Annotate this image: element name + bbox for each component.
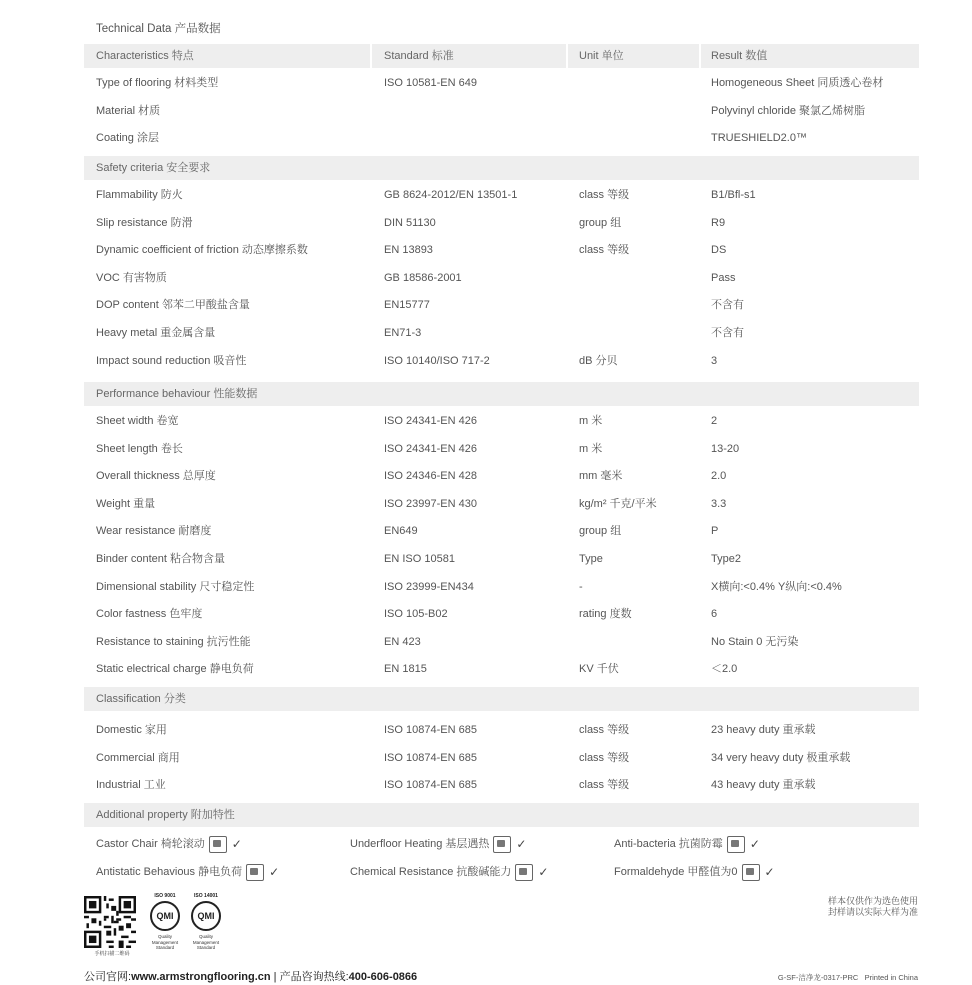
table-header (84, 44, 919, 68)
iso-9001-badge (145, 893, 185, 951)
additional-property-item (350, 835, 526, 853)
row-unit: group 组 (579, 217, 622, 229)
website-link[interactable]: www.armstrongflooring.cn (131, 971, 271, 983)
row-unit: class 等级 (579, 779, 630, 791)
additional-property-label: Underfloor Heating 基层遇热 (350, 838, 490, 850)
iso-number: ISO 14001 (194, 893, 218, 899)
formaldehyde-icon (742, 864, 760, 881)
header-divider (370, 44, 372, 68)
row-result: TRUESHIELD2.0™ (711, 132, 807, 144)
row-standard: GB 8624-2012/EN 13501-1 (384, 189, 518, 201)
additional-property-item (350, 863, 548, 881)
row-result: 3.3 (711, 498, 727, 510)
row-unit: mm 毫米 (579, 470, 623, 482)
row-result: 6 (711, 608, 718, 620)
row-result: 23 heavy duty 重承载 (711, 724, 816, 736)
sample-note-line: 封样请以实际大样为准 (827, 907, 918, 917)
row-characteristic: DOP content 邻苯二甲酸盐含量 (96, 299, 250, 311)
row-characteristic: Material 材质 (96, 105, 161, 117)
footer-contact (84, 968, 417, 984)
section-heading-safety (84, 156, 919, 180)
qr-code (84, 896, 136, 948)
table-row (84, 464, 919, 488)
row-characteristic: Dimensional stability 尺寸稳定性 (96, 581, 255, 593)
row-unit: group 组 (579, 525, 622, 537)
row-characteristic: Commercial 商用 (96, 752, 180, 764)
castor-chair-icon (209, 836, 227, 853)
additional-property-item (96, 863, 279, 881)
row-standard: ISO 10874-EN 685 (384, 752, 477, 764)
row-unit: class 等级 (579, 752, 630, 764)
row-unit: Type (579, 553, 603, 565)
header-standard: Standard 标准 (384, 50, 454, 62)
check-icon: ✓ (516, 837, 527, 852)
row-result: Pass (711, 272, 736, 284)
row-unit: class 等级 (579, 244, 630, 256)
iso-caption-line: Quality (198, 934, 213, 939)
row-result: 2 (711, 415, 718, 427)
row-result: DS (711, 244, 727, 256)
qmi-logo-icon (191, 901, 221, 931)
additional-property-label: Castor Chair 椅轮滚动 (96, 838, 205, 850)
row-standard: ISO 105-B02 (384, 608, 448, 620)
row-characteristic: Industrial 工业 (96, 779, 166, 791)
row-unit: rating 度数 (579, 608, 632, 620)
table-row (84, 437, 919, 461)
iso-caption-line: Standard (155, 945, 175, 950)
additional-property-item (614, 863, 775, 881)
document-code: G-SF-洁净龙-0317-PRC (777, 973, 859, 982)
table-row (84, 238, 919, 262)
row-characteristic: Sheet length 卷长 (96, 443, 183, 455)
header-result: Result 数值 (711, 50, 768, 62)
row-characteristic: Color fastness 色牢度 (96, 608, 203, 620)
printed-in: Printed in China (864, 973, 918, 982)
iso-number: ISO 9001 (154, 893, 176, 899)
additional-property-label: Antistatic Behavious 静电负荷 (96, 866, 243, 878)
additional-property-label: Formaldehyde 甲醛值为0 (614, 866, 738, 878)
chemical-resistance-icon (515, 864, 533, 881)
row-result: 43 heavy duty 重承载 (711, 779, 816, 791)
qmi-logo-icon (150, 901, 180, 931)
table-row (84, 126, 919, 150)
additional-property-item (96, 835, 242, 853)
hotline-label: | 产品咨询热线: (273, 971, 349, 983)
qr-caption: 手机扫描二维码 (94, 951, 130, 957)
table-row (84, 575, 919, 599)
iso-caption-line: Management (151, 939, 179, 945)
row-result: 13-20 (711, 443, 740, 455)
row-standard: ISO 10874-EN 685 (384, 779, 477, 791)
row-result: 34 very heavy duty 极重承载 (711, 752, 851, 764)
header-divider (566, 44, 568, 68)
row-standard: EN 423 (384, 636, 421, 648)
section-heading-label: Additional property 附加特性 (96, 809, 235, 821)
row-unit: - (579, 581, 583, 593)
antistatic-icon (246, 864, 264, 881)
row-unit: m 米 (579, 415, 603, 427)
iso-caption-line: Management (192, 939, 220, 945)
row-result: Type2 (711, 553, 741, 565)
footer-code (778, 972, 918, 983)
row-result: X横向:<0.4% Y纵向:<0.4% (711, 581, 842, 593)
row-characteristic: Coating 涂层 (96, 132, 159, 144)
row-standard: ISO 24346-EN 428 (384, 470, 477, 482)
row-unit: class 等级 (579, 189, 630, 201)
page-title: Technical Data 产品数据 (96, 23, 221, 35)
row-result: 不含有 (711, 327, 744, 339)
check-icon: ✓ (231, 837, 242, 852)
row-standard: EN ISO 10581 (384, 553, 455, 565)
row-characteristic: Static electrical charge 静电负荷 (96, 663, 254, 675)
row-standard: DIN 51130 (384, 217, 436, 229)
iso-caption-line: Standard (196, 945, 216, 950)
table-row (84, 99, 919, 123)
row-unit: kg/m² 千克/平米 (579, 498, 657, 510)
row-standard: ISO 10140/ISO 717-2 (384, 355, 490, 367)
row-result: ＜2.0 (711, 663, 738, 675)
sample-note-line: 样本仅供作为选色使用 (827, 896, 918, 906)
row-standard: ISO 23997-EN 430 (384, 498, 477, 510)
row-characteristic: Overall thickness 总厚度 (96, 470, 216, 482)
row-unit: m 米 (579, 443, 603, 455)
table-row (84, 183, 919, 207)
row-unit: KV 千伏 (579, 663, 619, 675)
table-row (84, 773, 919, 797)
row-standard: EN15777 (384, 299, 430, 311)
qmi-mark: QMI (197, 911, 215, 921)
row-standard: GB 18586-2001 (384, 272, 462, 284)
iso-caption (186, 934, 226, 951)
row-standard: ISO 10581-EN 649 (384, 77, 477, 89)
website-label: 公司官网: (84, 971, 132, 983)
hotline-number: 400-606-0866 (348, 971, 418, 983)
check-icon: ✓ (749, 837, 760, 852)
iso-caption (145, 934, 185, 951)
header-divider (699, 44, 701, 68)
table-row (84, 519, 919, 543)
row-standard: ISO 10874-EN 685 (384, 724, 477, 736)
underfloor-heating-icon (493, 836, 511, 853)
iso-14001-badge (186, 893, 226, 951)
row-characteristic: Heavy metal 重金属含量 (96, 327, 216, 339)
row-standard: EN 13893 (384, 244, 433, 256)
additional-property-label: Anti-bacteria 抗菌防霉 (614, 838, 723, 850)
row-characteristic: Type of flooring 材料类型 (96, 77, 219, 89)
qmi-mark: QMI (156, 911, 174, 921)
table-row (84, 492, 919, 516)
row-result: 不含有 (711, 299, 744, 311)
row-characteristic: Dynamic coefficient of friction 动态摩擦系数 (96, 244, 308, 256)
section-heading-classification (84, 687, 919, 711)
table-row (84, 71, 919, 95)
table-row (84, 630, 919, 654)
row-result: Polyvinyl chloride 聚氯乙烯树脂 (711, 105, 866, 117)
row-result: B1/Bfl-s1 (711, 189, 756, 201)
row-characteristic: Sheet width 卷宽 (96, 415, 179, 427)
header-unit: Unit 单位 (579, 50, 624, 62)
row-standard: EN649 (384, 525, 418, 537)
row-characteristic: Binder content 粘合物含量 (96, 553, 225, 565)
sample-note (828, 896, 918, 918)
check-icon: ✓ (538, 865, 549, 880)
row-characteristic: Weight 重量 (96, 498, 156, 510)
table-row (84, 718, 919, 742)
row-result: Homogeneous Sheet 同质透心卷材 (711, 77, 884, 89)
row-standard: ISO 23999-EN434 (384, 581, 474, 593)
check-icon: ✓ (764, 865, 775, 880)
row-standard: ISO 24341-EN 426 (384, 415, 477, 427)
table-row (84, 211, 919, 235)
row-characteristic: Slip resistance 防滑 (96, 217, 193, 229)
row-standard: ISO 24341-EN 426 (384, 443, 477, 455)
table-row (84, 293, 919, 317)
row-result: R9 (711, 217, 726, 229)
table-row (84, 657, 919, 681)
check-icon: ✓ (269, 865, 280, 880)
table-row (84, 602, 919, 626)
table-row (84, 547, 919, 571)
section-heading-label: Safety criteria 安全要求 (96, 162, 211, 174)
row-characteristic: Flammability 防火 (96, 189, 183, 201)
additional-property-item (614, 835, 760, 853)
table-row (84, 349, 919, 373)
table-row (84, 746, 919, 770)
row-characteristic: Impact sound reduction 吸音性 (96, 355, 247, 367)
row-characteristic: Domestic 家用 (96, 724, 167, 736)
table-row (84, 266, 919, 290)
row-unit: dB 分贝 (579, 355, 618, 367)
row-result: No Stain 0 无污染 (711, 636, 799, 648)
row-result: 2.0 (711, 470, 727, 482)
row-standard: EN 1815 (384, 663, 427, 675)
additional-property-label: Chemical Resistance 抗酸碱能力 (350, 866, 512, 878)
row-standard: EN71-3 (384, 327, 422, 339)
table-row (84, 321, 919, 345)
row-characteristic: Resistance to staining 抗污性能 (96, 636, 251, 648)
section-heading-label: Classification 分类 (96, 693, 186, 705)
iso-caption-line: Quality (157, 934, 172, 939)
section-heading-label: Performance behaviour 性能数据 (96, 388, 258, 400)
row-characteristic: Wear resistance 耐磨度 (96, 525, 212, 537)
anti-bacteria-icon (727, 836, 745, 853)
row-result: 3 (711, 355, 718, 367)
row-characteristic: VOC 有害物质 (96, 272, 167, 284)
row-result: P (711, 525, 719, 537)
section-heading-performance (84, 382, 919, 406)
section-heading-additional (84, 803, 919, 827)
table-row (84, 409, 919, 433)
row-unit: class 等级 (579, 724, 630, 736)
header-characteristics: Characteristics 特点 (96, 50, 194, 62)
